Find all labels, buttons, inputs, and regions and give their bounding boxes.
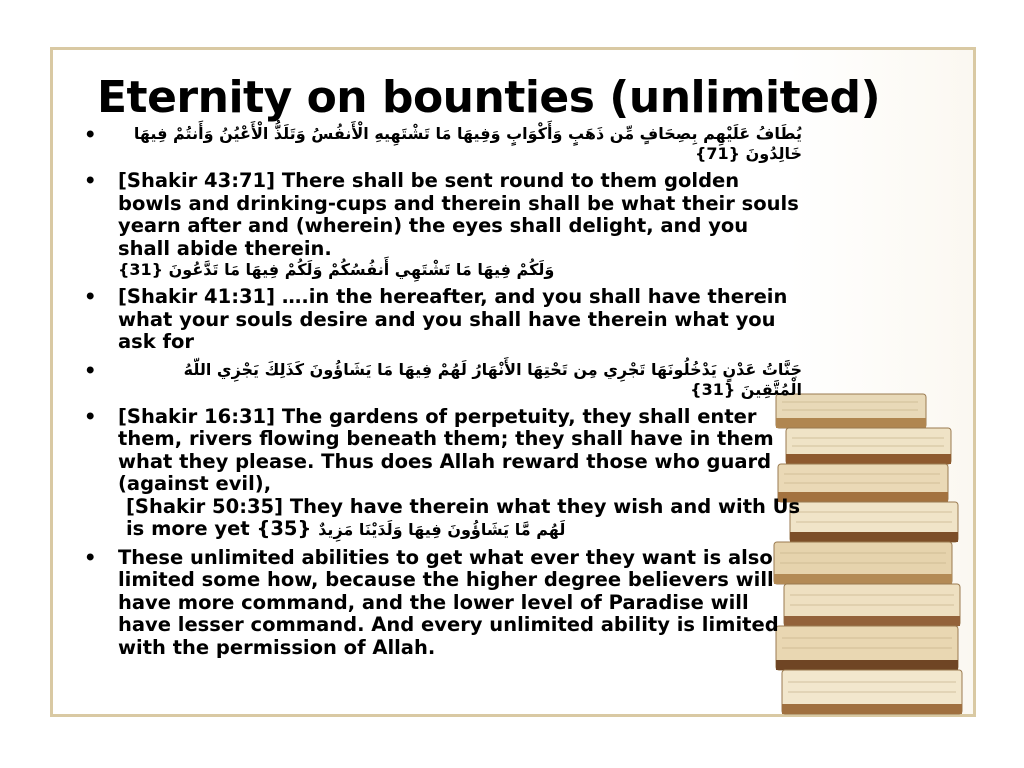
arabic-text: جَنَّاتُ عَدْنٍ يَدْخُلُونَهَا تَجْرِي مِن تَحْتِهَا الأَنْهَارُ لَهُمْ فِيهَا مَا يَشَاؤُونَ كَذَلِكَ يَجْزِي اللّهُ الْمُتَّقِينَ xyxy=(183,359,802,399)
arabic-verse xyxy=(118,360,802,400)
translation-line xyxy=(118,496,802,541)
bullet-item xyxy=(84,124,802,164)
slide-title: Eternity on bounties (unlimited) xyxy=(97,72,881,123)
bullet-icon: • xyxy=(84,545,97,569)
commentary-text: These unlimited abilities to get what ever they want is also limited some how, because the higher degree believers will have more command, and the lower level of Paradise will have lesser command. And every unlimited ability is limited with the permission of Allah. xyxy=(118,545,779,659)
bullet-icon: • xyxy=(84,169,97,192)
arabic-verse xyxy=(118,124,802,164)
bullet-list xyxy=(84,124,802,665)
verse-number: {31} xyxy=(118,260,164,279)
bullet-icon: • xyxy=(84,404,97,428)
translation-text: [Shakir 41:31] ….in the hereafter, and you shall have therein what your souls desire and you shall have therein what you ask for xyxy=(118,285,788,353)
translation-text: [Shakir 50:35] They have therein what they wish and with Us is more yet xyxy=(126,494,801,540)
bullet-item xyxy=(84,286,802,354)
verse-number: {35} xyxy=(256,517,312,540)
bullet-icon: • xyxy=(84,358,97,382)
arabic-verse xyxy=(118,260,588,280)
book-stack-icon xyxy=(774,394,962,714)
bullet-item xyxy=(84,547,802,660)
bullet-item xyxy=(84,360,802,400)
verse-number: {71} xyxy=(694,144,741,163)
bullet-item xyxy=(84,406,802,541)
translation-text: [Shakir 43:71] There shall be sent round to them golden bowls and drinking-cups and therein shall be what their souls yearn after and (wherein) the eyes shall delight, and you shall abide therein. xyxy=(118,169,799,260)
arabic-text: وَلَكُمْ فِيهَا مَا تَشْتَهِي أَنفُسُكُمْ وَلَكُمْ فِيهَا مَا تَدَّعُونَ xyxy=(168,260,555,279)
translation-text: [Shakir 16:31] The gardens of perpetuity, they shall enter them, rivers flowing beneath them; they shall have in them what they please. Thus does Allah reward those who guard (against evil), xyxy=(118,404,774,495)
verse-number: {31} xyxy=(690,379,736,399)
arabic-text: لَهُم مَّا يَشَاؤُونَ فِيهَا وَلَدَيْنَا مَزِيدٌ xyxy=(318,520,566,539)
bullet-icon: • xyxy=(84,285,97,308)
arabic-text: يُطَافُ عَلَيْهِم بِصِحَافٍ مِّن ذَهَبٍ وَأَكْوَابٍ وَفِيهَا مَا تَشْتَهِيهِ الْأَنفُسُ وَتَلَذُّ الْأَعْيُنُ وَأَنتُمْ فِيهَا خَالِدُونَ xyxy=(133,124,802,163)
bullet-icon: • xyxy=(84,123,97,146)
bullet-item xyxy=(84,170,802,280)
